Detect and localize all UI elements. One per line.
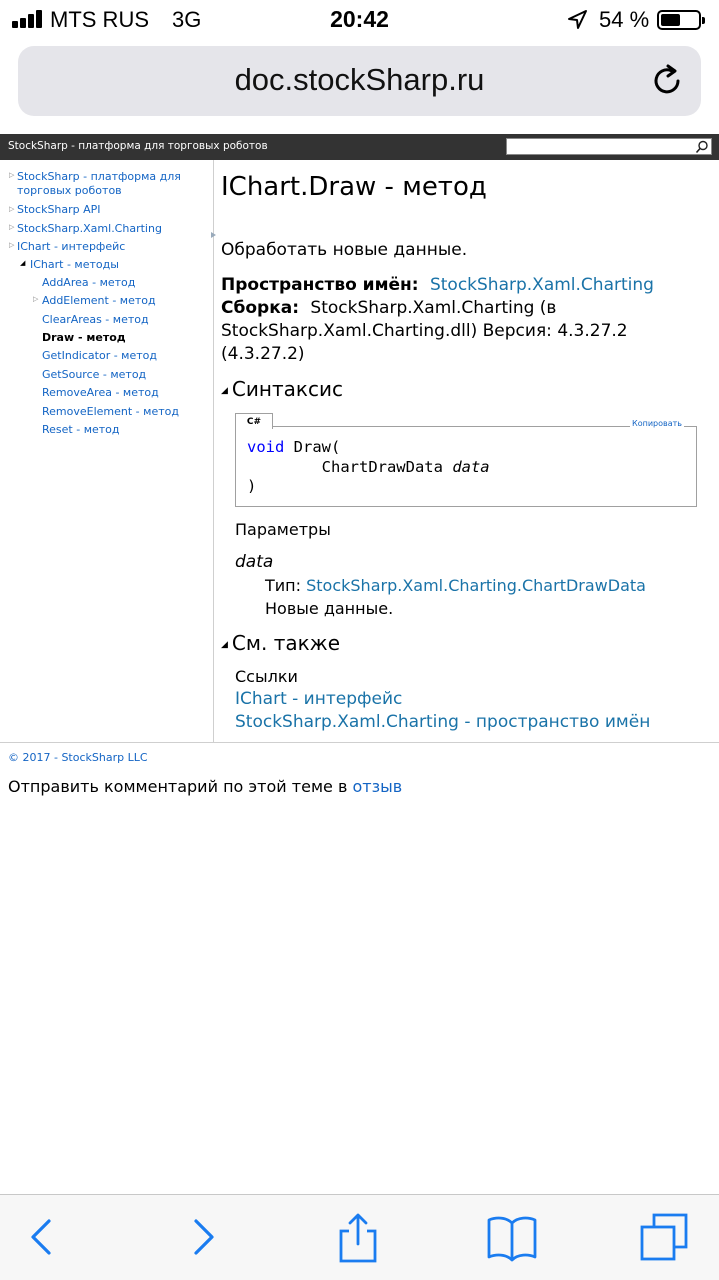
url-text[interactable]: doc.stockSharp.ru bbox=[234, 62, 485, 97]
see-also-link-namespace[interactable]: StockSharp.Xaml.Charting - пространство имён bbox=[235, 712, 651, 732]
feedback-text: Отправить комментарий по этой теме в bbox=[8, 777, 353, 796]
table-of-contents bbox=[0, 160, 214, 742]
location-arrow-icon bbox=[566, 9, 588, 31]
toc-collapse-icon[interactable] bbox=[210, 231, 218, 239]
parameters-label: Параметры bbox=[235, 520, 331, 539]
status-bar bbox=[0, 0, 719, 40]
expand-arrow-icon[interactable]: ▷ bbox=[33, 295, 39, 303]
see-also-heading: См. также bbox=[231, 631, 340, 655]
toc-item-removearea[interactable]: RemoveArea - метод bbox=[42, 386, 159, 399]
toc-item-api[interactable]: StockSharp API bbox=[17, 203, 101, 216]
code-param-name: data bbox=[452, 457, 490, 476]
code-text bbox=[247, 438, 490, 497]
see-also-link-ichart[interactable]: IChart - интерфейс bbox=[235, 689, 403, 709]
tabs-icon[interactable] bbox=[640, 1211, 690, 1263]
expand-arrow-icon[interactable]: ▷ bbox=[9, 205, 15, 213]
parameter-type-link[interactable]: StockSharp.Xaml.Charting.ChartDrawData bbox=[306, 576, 646, 595]
see-also-section-header[interactable] bbox=[221, 631, 340, 655]
share-icon[interactable] bbox=[333, 1211, 383, 1263]
toc-item-getindicator[interactable]: GetIndicator - метод bbox=[42, 349, 157, 362]
browser-toolbar bbox=[0, 1194, 719, 1280]
code-method: Draw( bbox=[284, 438, 341, 456]
expand-arrow-icon[interactable]: ▷ bbox=[9, 241, 15, 249]
carrier-name: MTS RUS bbox=[50, 7, 149, 32]
forward-icon[interactable] bbox=[178, 1211, 228, 1263]
links-label: Ссылки bbox=[235, 667, 298, 686]
back-icon[interactable] bbox=[17, 1211, 67, 1263]
doc-header bbox=[0, 134, 719, 160]
toc-item-clearareas[interactable]: ClearAreas - метод bbox=[42, 313, 149, 326]
namespace-line bbox=[221, 275, 654, 295]
parameter-name: data bbox=[235, 552, 274, 572]
syntax-heading: Синтаксис bbox=[231, 377, 343, 401]
feedback-link[interactable]: отзыв bbox=[352, 777, 403, 796]
feedback-line bbox=[8, 777, 402, 796]
copy-code-link[interactable]: Копировать bbox=[632, 419, 682, 428]
namespace-link[interactable]: StockSharp.Xaml.Charting bbox=[429, 275, 654, 295]
address-bar[interactable] bbox=[18, 46, 701, 116]
toc-item-addarea[interactable]: AddArea - метод bbox=[42, 276, 136, 289]
parameter-type bbox=[265, 576, 646, 595]
summary-text: Обработать новые данные. bbox=[221, 240, 468, 260]
code-param-type: ChartDrawData bbox=[247, 457, 453, 476]
toc-item-reset[interactable]: Reset - метод bbox=[42, 423, 120, 436]
toc-item-removeelement[interactable]: RemoveElement - метод bbox=[42, 405, 179, 418]
doc-header-title: StockSharp - платформа для торговых роботов bbox=[8, 140, 268, 152]
bookmarks-icon[interactable] bbox=[487, 1211, 537, 1263]
toc-item-ichart[interactable]: IChart - интерфейс bbox=[17, 240, 126, 253]
parameter-type-label: Тип: bbox=[265, 576, 307, 595]
clock: 20:42 bbox=[330, 6, 389, 32]
toc-item-getsource[interactable]: GetSource - метод bbox=[42, 368, 147, 381]
assembly-label: Сборка: bbox=[221, 298, 300, 318]
syntax-section-header[interactable] bbox=[221, 377, 343, 401]
namespace-label: Пространство имён: bbox=[221, 275, 419, 295]
search-input[interactable] bbox=[506, 138, 712, 155]
footer-divider bbox=[0, 742, 719, 743]
battery-icon bbox=[657, 10, 701, 30]
collapse-triangle-icon[interactable]: ◢ bbox=[221, 386, 228, 396]
search-icon[interactable] bbox=[695, 140, 709, 154]
reload-icon[interactable] bbox=[649, 63, 685, 99]
toc-item-draw[interactable]: Draw - метод bbox=[42, 331, 126, 344]
copyright-text: © 2017 - StockSharp LLC bbox=[8, 751, 148, 764]
code-close: ) bbox=[247, 477, 257, 495]
collapse-arrow-icon[interactable]: ◢ bbox=[20, 259, 26, 267]
code-keyword: void bbox=[247, 438, 285, 456]
toc-item-addelement[interactable]: AddElement - метод bbox=[42, 294, 156, 307]
page-title: IChart.Draw - метод bbox=[221, 172, 487, 202]
toc-item-xaml-charting[interactable]: StockSharp.Xaml.Charting bbox=[17, 222, 162, 235]
collapse-triangle-icon[interactable]: ◢ bbox=[221, 640, 228, 650]
toc-item-ichart-methods[interactable]: IChart - методы bbox=[30, 258, 119, 271]
assembly-line bbox=[221, 297, 691, 366]
assembly-text: StockSharp.Xaml.Charting (в StockSharp.Xaml.Charting.dll) Версия: 4.3.27.2 (4.3.27.2) bbox=[221, 298, 628, 364]
network-type: 3G bbox=[172, 7, 202, 32]
code-language-tab[interactable]: C# bbox=[235, 413, 273, 429]
battery-percent: 54 % bbox=[599, 7, 650, 32]
parameter-description: Новые данные. bbox=[265, 599, 394, 618]
expand-arrow-icon[interactable]: ▷ bbox=[9, 171, 15, 179]
toc-item-stocksharp[interactable]: StockSharp - платформа для торговых роботов bbox=[17, 170, 181, 197]
code-block bbox=[235, 417, 697, 507]
expand-arrow-icon[interactable]: ▷ bbox=[9, 223, 15, 231]
